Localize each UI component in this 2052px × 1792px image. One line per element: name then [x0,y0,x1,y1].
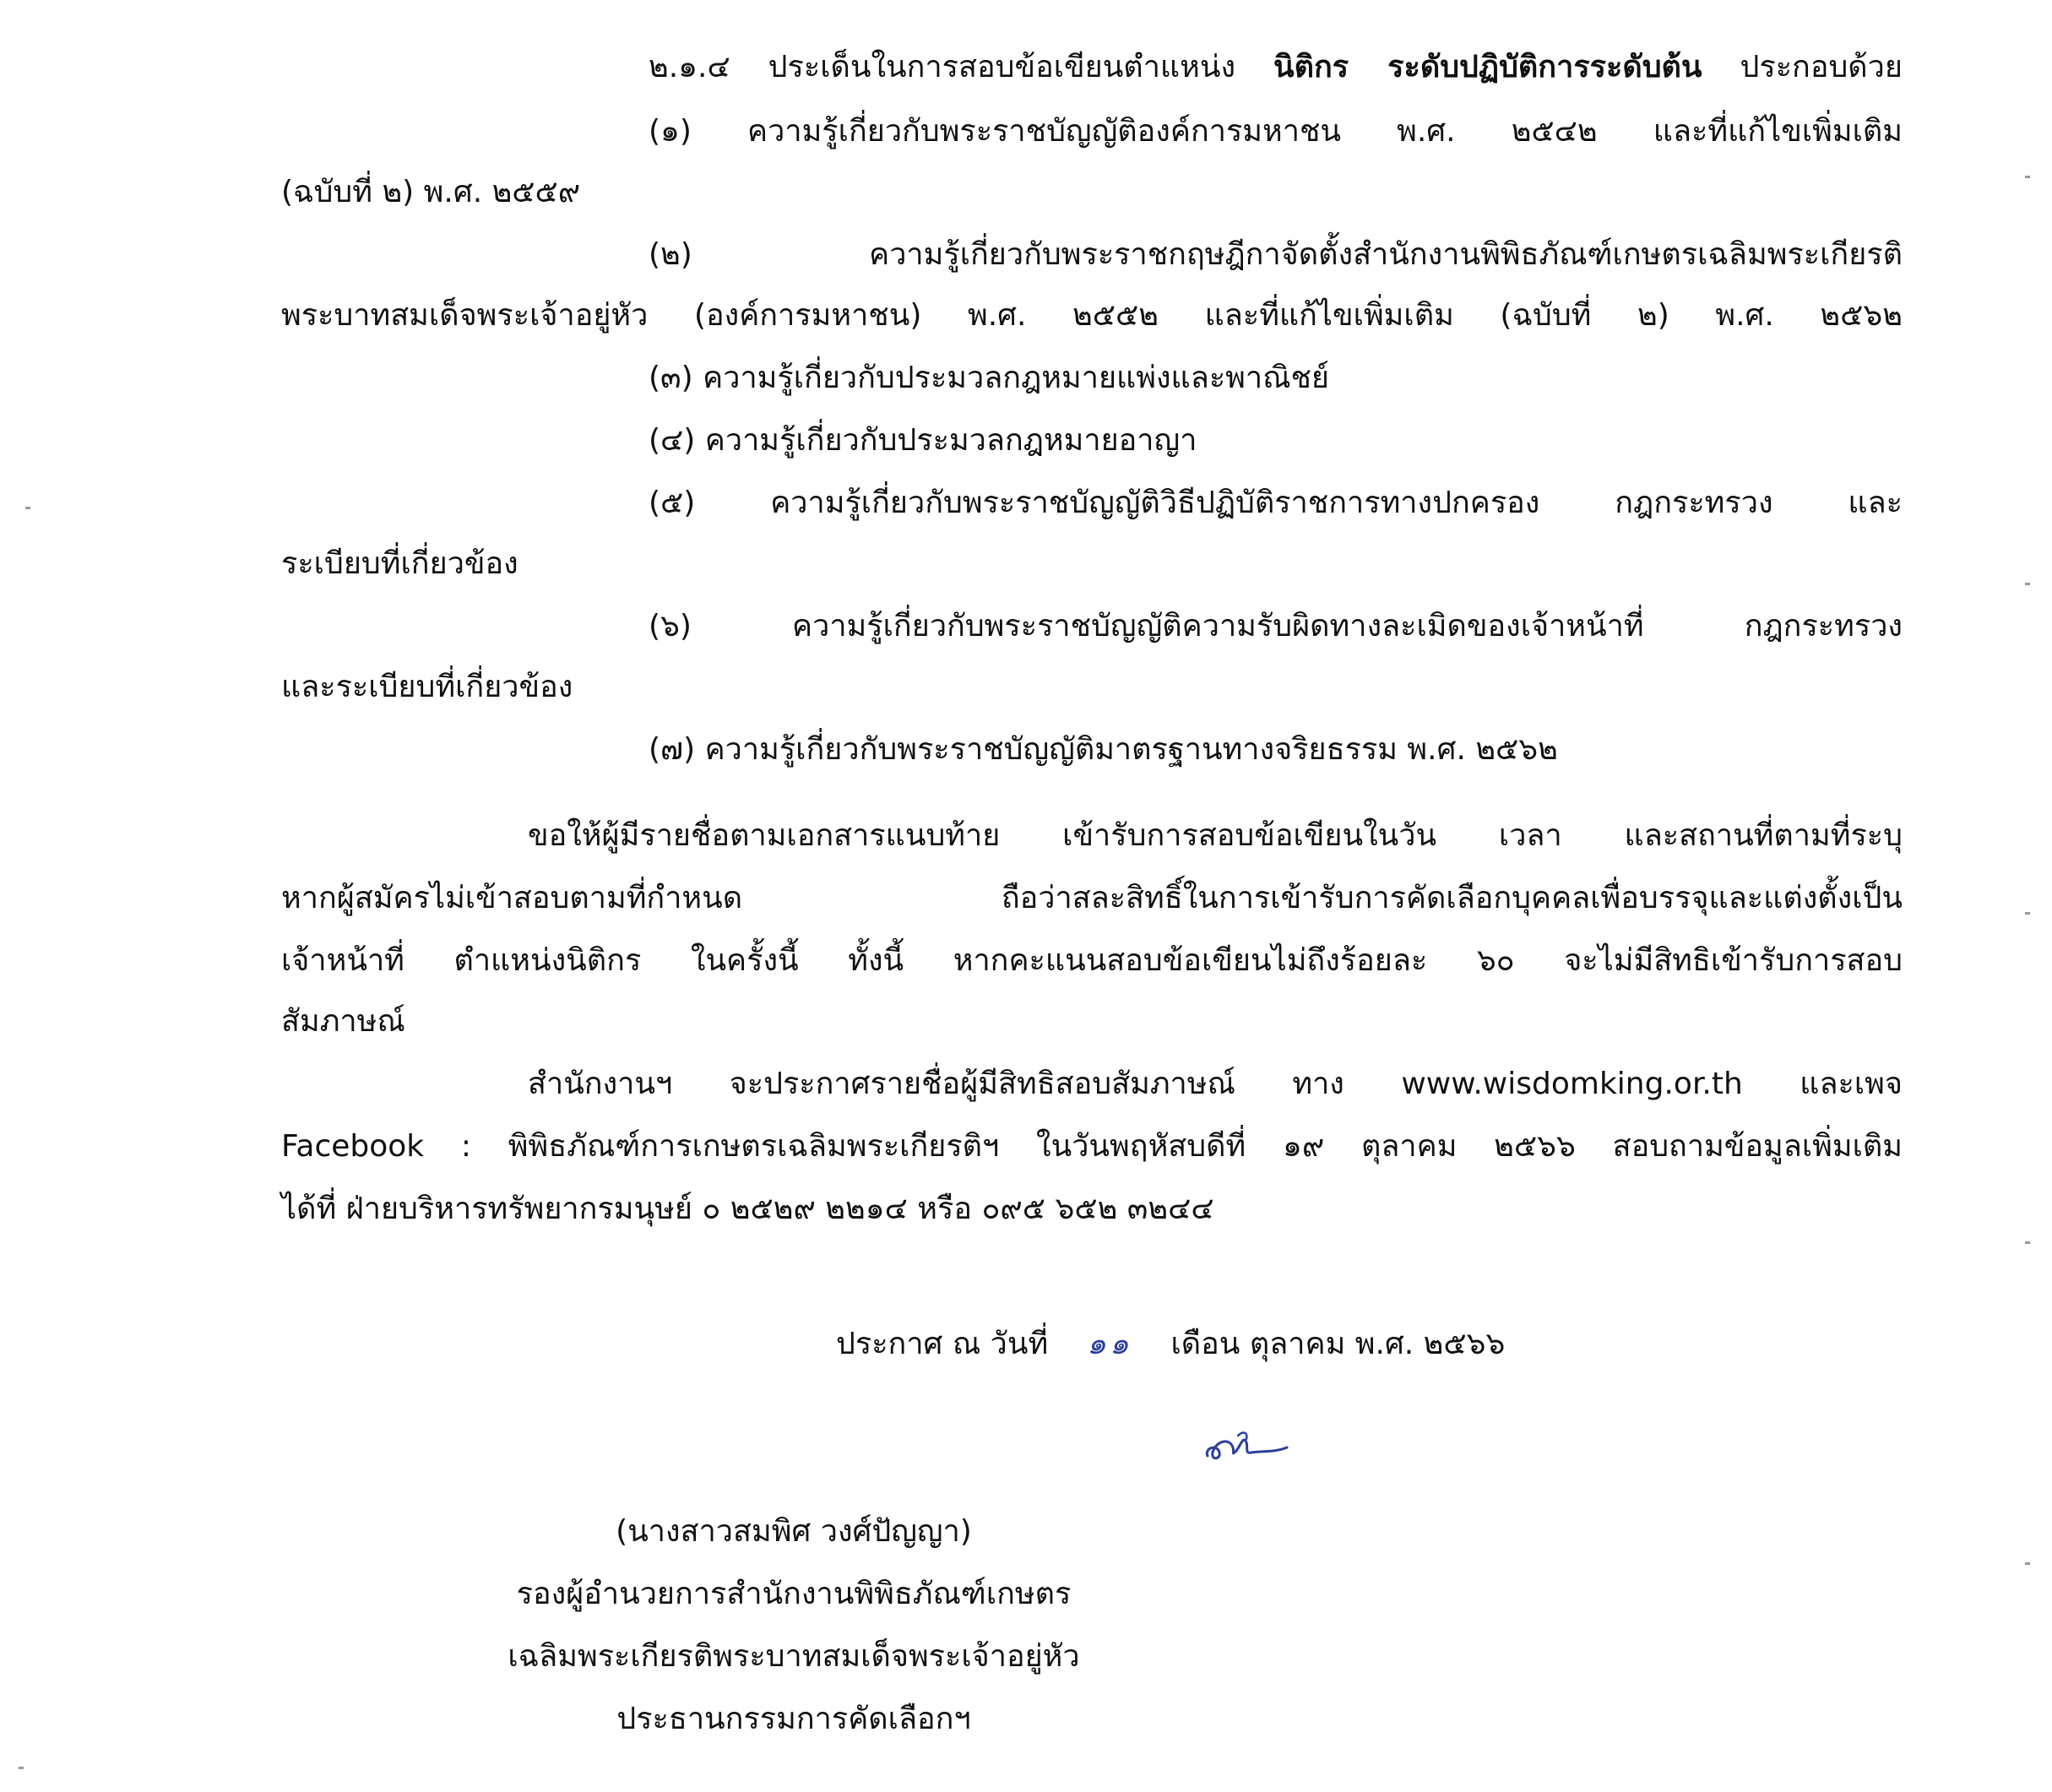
item-5-line-1: (๕) ความรู้เกี่ยวกับพระราชบัญญัติวิธีปฏิบัติราชการทางปกครอง กฎกระทรวง และ [649,486,1903,520]
item-2-line-1: (๒) ความรู้เกี่ยวกับพระราชกฤษฎีกาจัดตั้งสำนักงานพิพิธภัณฑ์เกษตรเฉลิมพระเกียรติ [649,237,1903,272]
section-heading-prefix: ๒.๑.๔ ประเด็นในการสอบข้อเขียนตำแหน่ง [649,50,1236,84]
signatory-title-3: ประธานกรรมการคัดเลือกฯ [616,1702,971,1736]
paragraph-2-line-3: ได้ที่ ฝ่ายบริหารทรัพยากรมนุษย์ ๐ ๒๕๒๙ ๒๒๑๔ หรือ ๐๙๕ ๖๕๒ ๓๒๔๔ [281,1192,1214,1226]
section-heading [649,44,1903,91]
paragraph-1-line-2: หากผู้สมัครไม่เข้าสอบตามที่กำหนด ถือว่าสละสิทธิ์ในการเข้ารับการคัดเลือกบุคคลเพื่อบรรจุและแต่งตั้งเป็น [281,881,1903,915]
paragraph-1-line-4: สัมภาษณ์ [281,1004,405,1039]
signatory-title-2: เฉลิมพระเกียรติพระบาทสมเด็จพระเจ้าอยู่หัว [508,1639,1080,1674]
item-3: (๓) ความรู้เกี่ยวกับประมวลกฎหมายแพ่งและพาณิชย์ [649,361,1330,395]
section-heading-suffix: ประกอบด้วย [1740,50,1903,84]
item-4: (๔) ความรู้เกี่ยวกับประมวลกฎหมายอาญา [649,423,1197,458]
item-1-line-2: (ฉบับที่ ๒) พ.ศ. ๒๕๕๙ [281,175,581,209]
scan-speck [25,507,30,509]
paragraph-2-line-1: สำนักงานฯ จะประกาศรายชื่อผู้มีสิทธิสอบสัมภาษณ์ ทาง www.wisdomking.or.th และเพจ [528,1067,1903,1101]
scan-speck [2025,912,2030,915]
section-heading-bold: นิติกร ระดับปฏิบัติการระดับต้น [1273,50,1702,84]
paragraph-1-line-1: ขอให้ผู้มีรายชื่อตามเอกสารแนบท้าย เข้ารับการสอบข้อเขียนในวัน เวลา และสถานที่ตามที่ระบุ [528,818,1903,853]
scan-speck [2025,583,2030,585]
scan-speck [2025,1241,2030,1244]
signatory-name: (นางสาวสมพิศ วงศ์ปัญญา) [616,1514,972,1549]
scan-speck [2025,1562,2030,1565]
scan-speck [19,1767,24,1769]
item-6-line-1: (๖) ความรู้เกี่ยวกับพระราชบัญญัติความรับผิดทางละเมิดของเจ้าหน้าที่ กฎกระทรวง [649,609,1903,643]
paragraph-1-line-3: เจ้าหน้าที่ ตำแหน่งนิติกร ในครั้งนี้ ทั้งนี้ หากคะแนนสอบข้อเขียนไม่ถึงร้อยละ ๖๐ จะไม่มีสิทธิเข้ารับการสอบ [281,943,1903,978]
item-7: (๗) ความรู้เกี่ยวกับพระราชบัญญัติมาตรฐานทางจริยธรรม พ.ศ. ๒๕๖๒ [649,732,1558,767]
scan-speck [2025,176,2030,178]
signatory-title-1: รองผู้อำนวยการสำนักงานพิพิธภัณฑ์เกษตร [516,1577,1072,1611]
paragraph-2-line-2: Facebook : พิพิธภัณฑ์การเกษตรเฉลิมพระเกียรติฯ ในวันพฤหัสบดีที่ ๑๙ ตุลาคม ๒๕๖๖ สอบถามข้อมูลเพิ่มเติม [281,1129,1903,1164]
item-5-line-2: ระเบียบที่เกี่ยวข้อง [281,546,518,581]
announcement-prefix: ประกาศ ณ วันที่ [836,1327,1049,1361]
handwritten-signature [1199,1419,1300,1469]
announcement-date [836,1321,1505,1368]
item-1-line-1: (๑) ความรู้เกี่ยวกับพระราชบัญญัติองค์การมหาชน พ.ศ. ๒๕๔๒ และที่แก้ไขเพิ่มเติม [649,114,1903,149]
item-6-line-2: และระเบียบที่เกี่ยวข้อง [281,670,573,704]
announcement-suffix: เดือน ตุลาคม พ.ศ. ๒๕๖๖ [1170,1327,1506,1361]
announcement-day: ๑๑ [1087,1327,1132,1361]
item-2-line-2: พระบาทสมเด็จพระเจ้าอยู่หัว (องค์การมหาชน) พ.ศ. ๒๕๕๒ และที่แก้ไขเพิ่มเติม (ฉบับที่ ๒) พ.ศ. ๒๕๖๒ [281,298,1903,333]
